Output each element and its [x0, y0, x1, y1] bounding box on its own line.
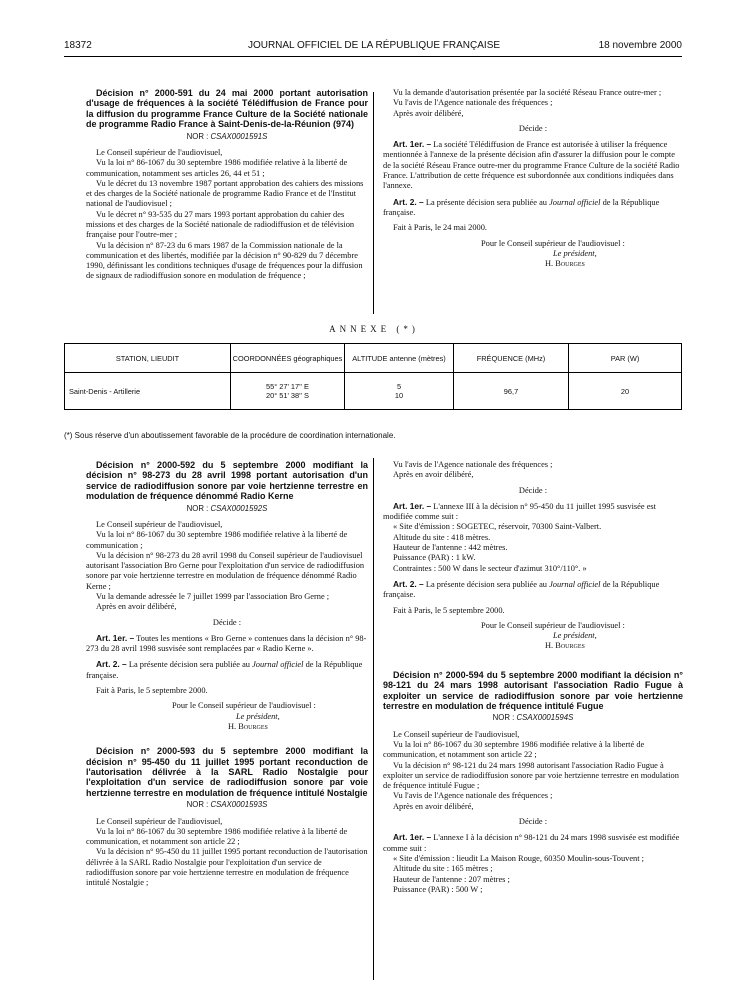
table-header-row [65, 344, 682, 373]
done-at: Fait à Paris, le 5 septembre 2000. [96, 686, 208, 696]
article-2: Art. 2. – La présente décision sera publiée au Journal officiel de la République française. [86, 659, 363, 680]
col-header: ALTITUDE antenne (mètres) [345, 344, 454, 373]
decide-label: Décide : [518, 817, 548, 827]
paragraph: Vu la décision n° 98-121 du 24 mars 1998 autorisant l'association Radio Fugue à exploiter un service de radiodiffusion sonore par voie hertzienne terrestre en modulation de fréquence intitulé Fugue ; [383, 760, 679, 791]
annexe-table [64, 343, 682, 410]
decide-label: Décide : [518, 123, 548, 133]
coordinates-cell: 55° 27' 17'' E 20° 51' 38'' S [231, 373, 345, 410]
paragraph: Vu la demande adressée le 7 juillet 1999 par l'association Bro Gerne ; [96, 592, 330, 601]
president-label: Le président, [553, 248, 597, 258]
issue-date: 18 novembre 2000 [598, 40, 682, 51]
site-line: Hauteur de l'antenne : 207 mètres ; [393, 874, 510, 884]
altitude-cell: 5 10 [345, 373, 454, 410]
paragraph: Vu la loi n° 86-1067 du 30 septembre 1986 modifiée relative à la liberté de communication, notamment ses articles 26, 44 et 51 ; [86, 158, 348, 178]
paragraph: Vu l'avis de l'Agence nationale des fréquences ; [393, 460, 553, 469]
col-header: STATION, LIEUDIT [65, 344, 231, 373]
paragraph: Vu la loi n° 86-1067 du 30 septembre 1986 modifiée relative à la liberté de communication, et notamment son article 22 ; [86, 826, 348, 847]
decide-label: Décide : [518, 485, 548, 495]
site-line: Altitude du site : 165 mètres ; [393, 864, 493, 874]
paragraph: Vu la décision n° 95-450 du 11 juillet 1995 portant reconduction de l'autorisation délivrée à la SARL Radio Nostalgie pour l'exploitation d'un service de radiodiffusion sonore par voie hertzienne terrestre en modulation de fréquence intitulé Nostalgie ; [86, 847, 368, 888]
article-1: Art. 1er. – La société Télédiffusion de France est autorisée à utiliser la fréquence mentionnée à l'annexe de la présente décision afin d'assurer la diffusion pour le compte de la société Réseau France outre-mer du programme France Culture de la société Radio France. L'attribution de cette fréquence est subordonnée aux conditions indiquées dans l'annexe. [383, 139, 680, 191]
signoff: Pour le Conseil supérieur de l'audiovisuel : [481, 620, 625, 630]
annexe-note: (*) Sous réserve d'un aboutissement favorable de la procédure de coordination internationale. [64, 431, 396, 440]
lower-left-column [86, 460, 368, 889]
signer: H. Bourges [228, 721, 268, 731]
article-2: Art. 2. – La présente décision sera publiée au Journal officiel de la République française. [383, 578, 660, 600]
decide-label: Décide : [212, 617, 242, 627]
paragraph: Vu la demande d'autorisation présentée par la société Réseau France outre-mer ; [393, 88, 662, 97]
site-line: Altitude du site : 418 mètres. [393, 532, 491, 542]
paragraph: Vu la décision n° 98-273 du 28 avril 1998 du Conseil supérieur de l'audiovisuel autorisant l'association Bro Gerne pour l'exploitation d'un service de radiodiffusion sonore par voie hertzienne terrestre en modulation de fréquence dénommé Radio Kerne ; [86, 550, 365, 591]
decision-593-nor: NOR : CSAX0001593S [186, 800, 268, 810]
col-header: FRÉQUENCE (MHz) [454, 344, 569, 373]
article-1: Art. 1er. – L'annexe III à la décision n° 95-450 du 11 juillet 1995 susvisée est modifiée comme suit : [383, 500, 656, 522]
paragraph: Le Conseil supérieur de l'audiovisuel, [96, 816, 223, 826]
paragraph: Vu la loi n° 86-1067 du 30 septembre 1986 modifiée relative à la liberté de communication ; [86, 530, 348, 550]
paragraph: Le Conseil supérieur de l'audiovisuel, [393, 729, 520, 739]
decision-591-nor: NOR : CSAX0001591S [186, 131, 268, 141]
paragraph: Vu la loi n° 86-1067 du 30 septembre 1986 modifiée relative à la liberté de communication, et notamment son article 22 ; [383, 739, 645, 760]
paragraph: Vu l'avis de l'Agence nationale des fréquences ; [393, 791, 553, 801]
column-divider [373, 458, 374, 980]
decision-594-nor: NOR : CSAX0001594S [492, 713, 574, 723]
table-row [65, 373, 682, 410]
site-line: « Site d'émission : lieudit La Maison Rouge, 60350 Moulin-sous-Touvent ; [393, 853, 644, 863]
paragraph: Le Conseil supérieur de l'audiovisuel, [96, 519, 223, 529]
column-divider [373, 92, 374, 314]
decision-591-right [383, 88, 683, 269]
frequency-cell: 96,7 [454, 373, 569, 410]
signoff: Pour le Conseil supérieur de l'audiovisuel : [172, 701, 316, 711]
header-rule [64, 56, 682, 57]
col-header: PAR (W) [569, 344, 682, 373]
paragraph: Le Conseil supérieur de l'audiovisuel, [96, 147, 223, 157]
done-at: Fait à Paris, le 24 mai 2000. [393, 223, 487, 233]
annexe-title: ANNEXE (*) [329, 324, 419, 334]
article-1: Art. 1er. – L'annexe I à la décision n° 98-121 du 24 mars 1998 susvisée est modifiée comme suit : [383, 832, 680, 853]
decision-593-title: Décision n° 2000-593 du 5 septembre 2000 modifiant la décision n° 95-450 du 11 juillet 1995 portant reconduction de l'autorisation délivrée à la SARL Radio Nostalgie pour l'exploitation d'un service de radiodiffusion sonore par voie hertzienne terrestre en modulation de fréquence intitulé Nostalgie [86, 746, 368, 798]
signer: H. Bourges [545, 259, 585, 269]
paragraph: Après en avoir délibéré, [96, 602, 177, 612]
decision-591-title: Décision n° 2000-591 du 24 mai 2000 portant autorisation d'usage de fréquences à la société Télédiffusion de France pour la diffusion du programme France Culture de la Société nationale de programme Radio France à Saint-Denis-de-la-Réunion (974) [86, 88, 368, 130]
paragraph: Vu le décret n° 93-535 du 27 mars 1993 portant approbation du cahier des missions et des charges de la Société nationale de radiodiffusion et de télévision française pour l'outre-mer ; [86, 209, 355, 240]
site-line: Contraintes : 500 W dans le secteur d'azimut 310°/110°. » [393, 563, 587, 573]
col-header: COORDONNÉES géographiques [231, 344, 345, 373]
decision-594-title: Décision n° 2000-594 du 5 septembre 2000 modifiant la décision n° 98-121 du 24 mars 1998 autorisant l'association Radio Fugue à exploiter un service de radiodiffusion sonore par voie hertzienne terrestre en modulation de fréquence intitulé Fugue [383, 669, 683, 711]
journal-title: JOURNAL OFFICIEL DE LA RÉPUBLIQUE FRANÇAISE [247, 40, 501, 51]
decision-592-nor: NOR : CSAX0001592S [186, 503, 268, 513]
site-line: Puissance (PAR) : 500 W ; [393, 884, 483, 894]
president-label: Le président, [236, 711, 280, 721]
station-cell: Saint-Denis - Artillerie [65, 373, 231, 410]
page-number: 18372 [64, 40, 92, 51]
paragraph: Vu la décision n° 87-23 du 6 mars 1987 de la Commission nationale de la communication et des libertés, modifiée par la décision n° 90-829 du 7 décembre 1990, définissant les conditions techniques d'usage de fréquences pour la diffusion de signaux de radiodiffusion sonore en modulation de fréquence ; [86, 240, 363, 281]
decision-592-title: Décision n° 2000-592 du 5 septembre 2000 modifiant la décision n° 98-273 du 28 avril 1998 portant autorisation d'un service de radiodiffusion sonore par voie hertzienne terrestre en modulation de fréquence dénommé Radio Kerne [86, 460, 368, 502]
signoff: Pour le Conseil supérieur de l'audiovisuel : [481, 238, 625, 248]
decision-591-left [86, 88, 368, 282]
signer: H. Bourges [545, 641, 585, 651]
site-line: Hauteur de l'antenne : 442 mètres. [393, 543, 508, 553]
done-at: Fait à Paris, le 5 septembre 2000. [393, 605, 505, 615]
paragraph: Vu le décret du 13 novembre 1987 portant approbation des cahiers des missions et des charges de la Société nationale de programme Radio France et de l'Institut national de l'audiovisuel ; [86, 178, 364, 209]
site-line: Puissance (PAR) : 1 kW. [393, 553, 476, 563]
paragraph: Après en avoir délibéré, [393, 801, 474, 811]
paragraph: Après avoir délibéré, [393, 108, 464, 118]
president-label: Le président, [553, 631, 597, 641]
paragraph: Après en avoir délibéré, [393, 470, 474, 480]
par-cell: 20 [569, 373, 682, 410]
article-1: Art. 1er. – Toutes les mentions « Bro Gerne » contenues dans la décision n° 98-273 du 28 avril 1998 susvisée sont remplacées par « Radio Kerne ». [86, 632, 367, 654]
article-2: Art. 2. – La présente décision sera publiée au Journal officiel de la République française. [383, 196, 660, 217]
paragraph: Vu l'avis de l'Agence nationale des fréquences ; [393, 98, 553, 108]
lower-right-column [383, 460, 683, 895]
site-line: « Site d'émission : SOGETEC, réservoir, 70300 Saint-Valbert. [393, 522, 602, 532]
